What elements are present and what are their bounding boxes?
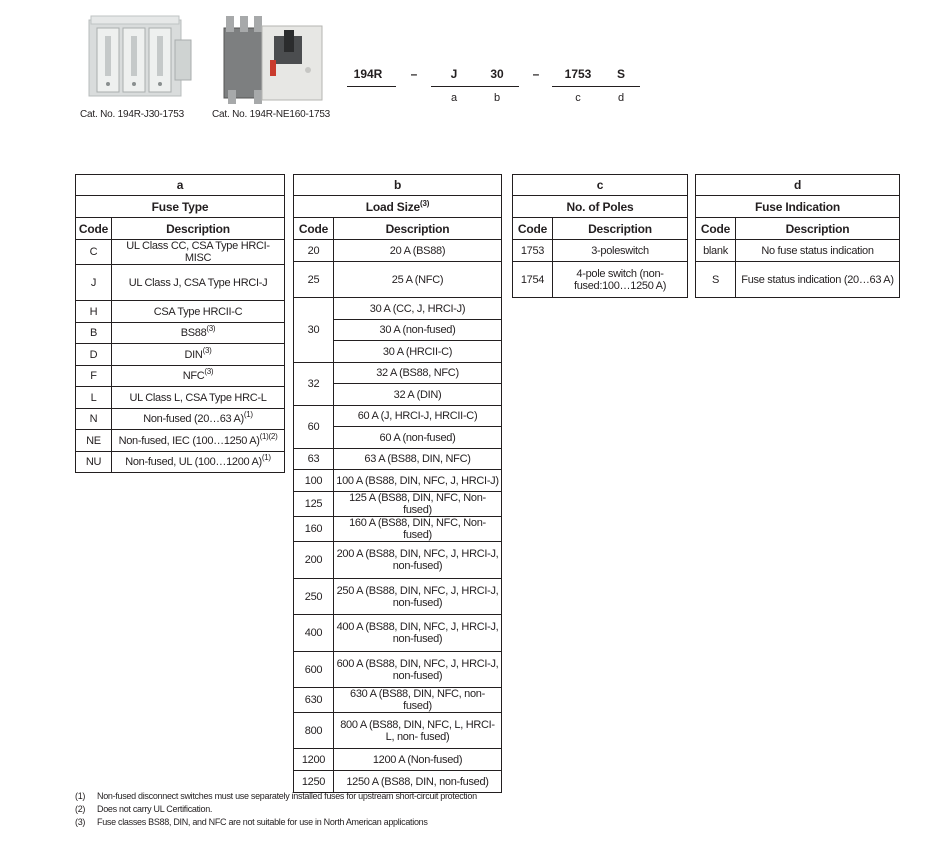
table-row (294, 615, 502, 652)
column-header-code: Code (696, 218, 736, 240)
description-cell: 630 A (BS88, DIN, NFC, non-fused) (334, 688, 502, 713)
column-header-description: Description (736, 218, 900, 240)
description-cell: 160 A (BS88, DIN, NFC, Non-fused) (334, 517, 502, 542)
code-cell: L (76, 387, 112, 409)
table-row (294, 688, 502, 713)
code-cell: 1200 (294, 749, 334, 771)
description-cell: 600 A (BS88, DIN, NFC, J, HRCI-J, non-fused) (334, 652, 502, 688)
description-cell: 30 A (CC, J, HRCI-J) (334, 298, 502, 320)
description-cell (112, 366, 285, 387)
code-cell: 63 (294, 449, 334, 470)
description-cell: 25 A (NFC) (334, 262, 502, 298)
footnote-ref: (3) (204, 367, 214, 376)
table-row (294, 363, 502, 384)
load-size-table (293, 174, 502, 793)
description-cell: No fuse status indication (736, 240, 900, 262)
table-row (294, 771, 502, 793)
catalog-underline-ab (431, 86, 519, 87)
column-header-description: Description (553, 218, 688, 240)
description-cell: 32 A (BS88, NFC) (334, 363, 502, 384)
table-row (294, 406, 502, 427)
code-cell: B (76, 323, 112, 344)
table-title: Fuse Indication (696, 196, 900, 218)
footnote (75, 804, 212, 814)
code-cell: 400 (294, 615, 334, 652)
description-cell: Fuse status indication (20…63 A) (736, 262, 900, 298)
code-cell: 100 (294, 470, 334, 492)
description-cell: 3-poleswitch (553, 240, 688, 262)
description-cell: 60 A (J, HRCI-J, HRCII-C) (334, 406, 502, 427)
table-row (513, 240, 688, 262)
code-cell: 200 (294, 542, 334, 579)
table-row (294, 240, 502, 262)
code-cell: 250 (294, 579, 334, 615)
catalog-part-b: 30 (490, 67, 504, 81)
description-cell: 200 A (BS88, DIN, NFC, J, HRCI-J, non-fused) (334, 542, 502, 579)
code-cell: NU (76, 452, 112, 473)
description-text: NFC (182, 370, 205, 382)
description-cell: UL Class J, CSA Type HRCI-J (112, 265, 285, 301)
description-cell: 800 A (BS88, DIN, NFC, L, HRCI-L, non- fused) (334, 713, 502, 749)
table-letter: a (76, 175, 285, 196)
catalog-separator: – (410, 67, 418, 81)
code-cell: 30 (294, 298, 334, 363)
code-cell: 20 (294, 240, 334, 262)
table-row (294, 449, 502, 470)
catalog-letter-b: b (493, 92, 501, 104)
description-text: Non-fused (20…63 A) (143, 413, 244, 425)
column-header-code: Code (294, 218, 334, 240)
description-cell: 125 A (BS88, DIN, NFC, Non-fused) (334, 492, 502, 517)
table-letter: b (294, 175, 502, 196)
code-cell: F (76, 366, 112, 387)
footnote-text: Fuse classes BS88, DIN, and NFC are not suitable for use in North American applications (97, 817, 428, 827)
column-header-code: Code (76, 218, 112, 240)
description-cell: 60 A (non-fused) (334, 427, 502, 449)
table-letter: c (513, 175, 688, 196)
column-header-description: Description (112, 218, 285, 240)
catalog-part-base: 194R (353, 67, 383, 81)
code-cell: 800 (294, 713, 334, 749)
table-row (76, 409, 285, 430)
footnote-ref: (1) (243, 410, 253, 419)
code-cell: D (76, 344, 112, 366)
table-row (76, 344, 285, 366)
footnote (75, 817, 428, 827)
table-row (294, 579, 502, 615)
table-row (294, 652, 502, 688)
description-cell: 250 A (BS88, DIN, NFC, J, HRCI-J, non-fused) (334, 579, 502, 615)
table-title: Fuse Type (76, 196, 285, 218)
description-cell: 1250 A (BS88, DIN, non-fused) (334, 771, 502, 793)
description-cell (112, 323, 285, 344)
table-row (294, 713, 502, 749)
description-cell: 1200 A (Non-fused) (334, 749, 502, 771)
table-row (696, 240, 900, 262)
code-cell: S (696, 262, 736, 298)
code-cell: 32 (294, 363, 334, 406)
column-header-code: Code (513, 218, 553, 240)
description-text: Non-fused, UL (100…1200 A) (125, 456, 262, 468)
column-header-description: Description (334, 218, 502, 240)
table-row (294, 470, 502, 492)
product-caption: Cat. No. 194R-J30-1753 (80, 109, 184, 120)
catalog-underline-base (347, 86, 396, 87)
description-cell: 4-pole switch (non-fused:100…1250 A) (553, 262, 688, 298)
code-cell: C (76, 240, 112, 265)
footnote-number: (1) (75, 791, 86, 801)
description-cell: 63 A (BS88, DIN, NFC) (334, 449, 502, 470)
table-title-text: Load Size (365, 199, 421, 214)
description-cell: UL Class CC, CSA Type HRCI-MISC (112, 240, 285, 265)
code-cell: J (76, 265, 112, 301)
code-cell: 25 (294, 262, 334, 298)
code-cell: 600 (294, 652, 334, 688)
description-cell (112, 452, 285, 473)
table-row (513, 262, 688, 298)
description-cell: 30 A (HRCII-C) (334, 341, 502, 363)
code-cell: 60 (294, 406, 334, 449)
table-row (294, 492, 502, 517)
code-cell: 160 (294, 517, 334, 542)
table-row (76, 265, 285, 301)
description-cell (112, 430, 285, 452)
code-cell: 630 (294, 688, 334, 713)
description-cell: 20 A (BS88) (334, 240, 502, 262)
fuse-type-table (75, 174, 285, 473)
footnote-ref: (3) (206, 324, 216, 333)
table-row (76, 430, 285, 452)
table-row (76, 366, 285, 387)
table-row (696, 262, 900, 298)
table-row (294, 298, 502, 320)
catalog-letter-c: c (575, 92, 581, 104)
description-text: Non-fused, IEC (100…1250 A) (118, 434, 260, 447)
code-cell: NE (76, 430, 112, 452)
description-text: BS88 (180, 327, 207, 339)
catalog-letter-d: d (617, 92, 625, 104)
footnote-ref: (3) (202, 345, 212, 355)
table-row (76, 452, 285, 473)
product-image-non-fused-switch (218, 14, 326, 106)
catalog-letter-a: a (450, 92, 458, 104)
table-row (294, 517, 502, 542)
footnote (75, 791, 477, 801)
table-title (294, 196, 502, 218)
table-row (76, 387, 285, 409)
table-row (294, 542, 502, 579)
catalog-part-d: S (616, 67, 625, 81)
description-cell (112, 409, 285, 430)
table-letter: d (696, 175, 900, 196)
table-row (76, 301, 285, 323)
footnote-text: Non-fused disconnect switches must use separately installed fuses for upstream short-circuit protection (97, 791, 477, 801)
code-cell: 1250 (294, 771, 334, 793)
footnote-ref: (1)(2) (259, 431, 278, 441)
description-cell: 30 A (non-fused) (334, 320, 502, 341)
table-row (76, 323, 285, 344)
code-cell: blank (696, 240, 736, 262)
footnote-number: (3) (75, 817, 86, 827)
catalog-separator: – (532, 67, 540, 81)
description-cell: CSA Type HRCII-C (112, 301, 285, 323)
footnote-ref: (3) (420, 198, 430, 208)
code-cell: 1753 (513, 240, 553, 262)
catalog-part-c: 1753 (564, 67, 592, 81)
code-cell: 1754 (513, 262, 553, 298)
description-text: DIN (184, 348, 203, 361)
product-caption: Cat. No. 194R-NE160-1753 (212, 109, 331, 120)
table-title: No. of Poles (513, 196, 688, 218)
description-cell (112, 344, 285, 366)
no-of-poles-table (512, 174, 688, 298)
description-cell: 32 A (DIN) (334, 384, 502, 406)
footnote-number: (2) (75, 804, 86, 814)
catalog-part-a: J (450, 67, 458, 81)
code-cell: N (76, 409, 112, 430)
code-cell: H (76, 301, 112, 323)
fuse-indication-table (695, 174, 900, 298)
table-row (294, 749, 502, 771)
table-row (76, 240, 285, 265)
description-cell: 100 A (BS88, DIN, NFC, J, HRCI-J) (334, 470, 502, 492)
catalog-underline-cd (552, 86, 640, 87)
footnote-text: Does not carry UL Certification. (97, 804, 213, 814)
table-row (294, 262, 502, 298)
description-cell: UL Class L, CSA Type HRC-L (112, 387, 285, 409)
description-cell: 400 A (BS88, DIN, NFC, J, HRCI-J, non-fused) (334, 615, 502, 652)
product-image-fused-switch (85, 14, 193, 102)
footnote-ref: (1) (261, 453, 271, 462)
code-cell: 125 (294, 492, 334, 517)
